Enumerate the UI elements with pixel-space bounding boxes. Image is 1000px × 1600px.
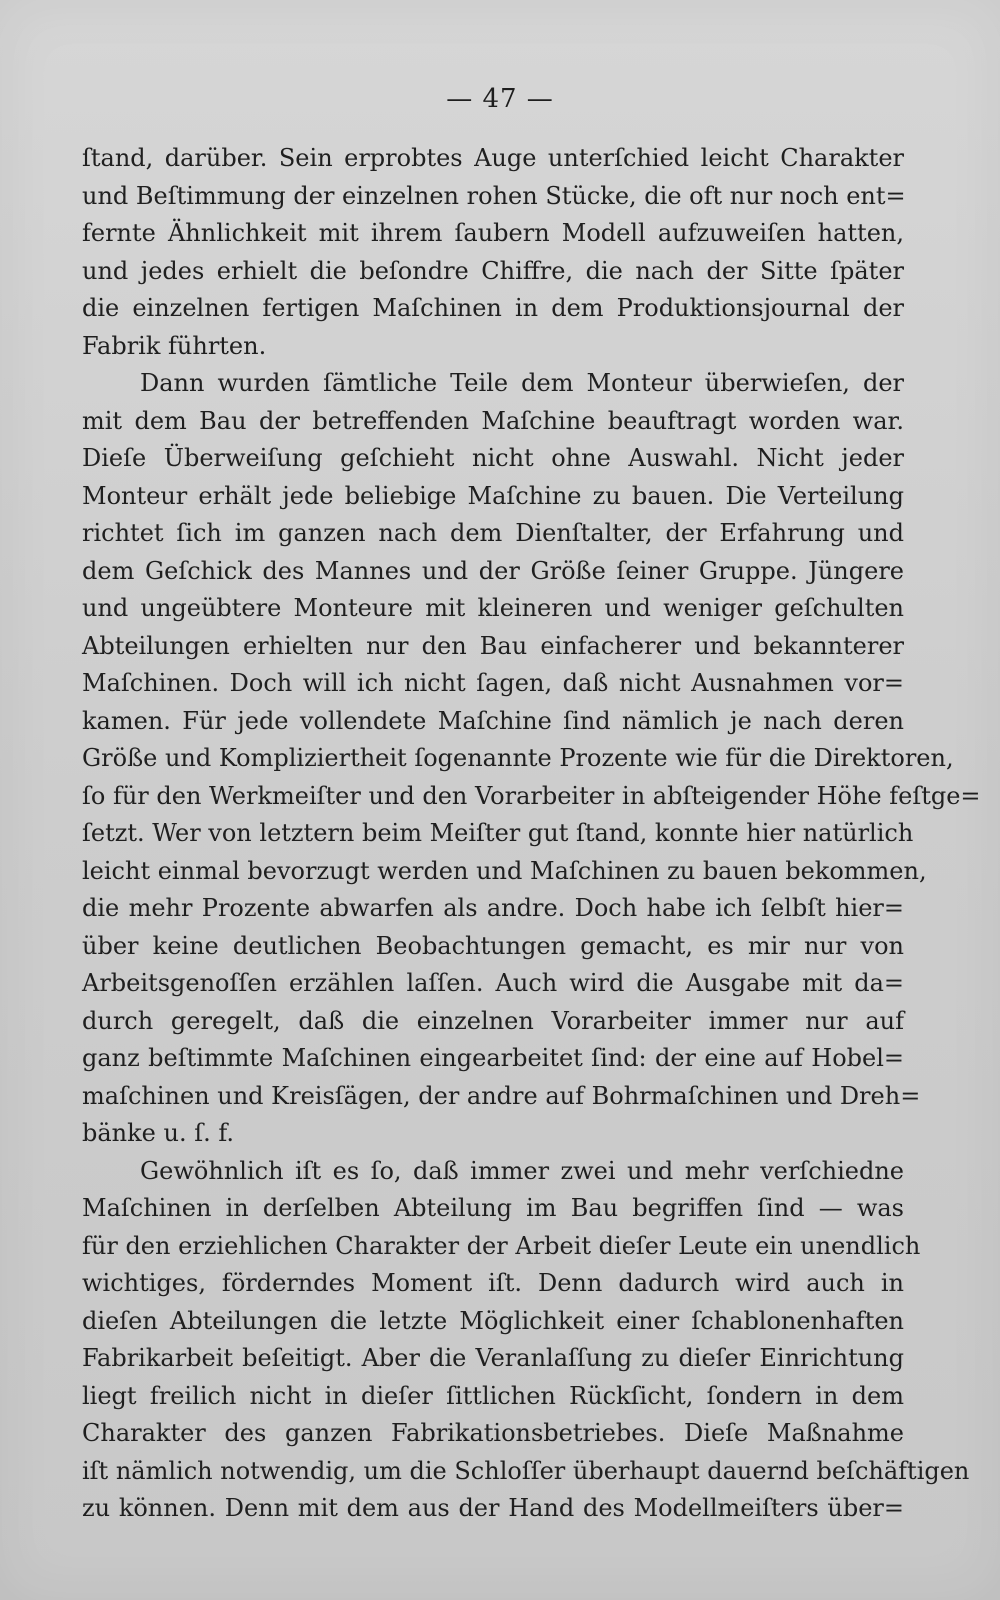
text-line: ſetzt. Wer von letztern beim Meiſter gut ſtand, konnte hier natürlich	[82, 819, 914, 847]
text-line: Arbeitsgenoſſen erzählen laſſen. Auch wird die Ausgabe mit da=	[82, 969, 904, 997]
text-line: für den erziehlichen Charakter der Arbeit dieſer Leute ein unendlich	[82, 1231, 921, 1260]
text-line: dem Geſchick des Mannes und der Größe ſeiner Gruppe. Jüngere	[82, 556, 904, 585]
text-line: über keine deutlichen Beobachtungen gemacht, es mir nur von	[82, 931, 904, 960]
text-line: Fabrik führten.	[82, 331, 267, 360]
text-line: liegt freilich nicht in dieſer ſittlichen Rückſicht, ſondern in dem	[82, 1381, 904, 1410]
text-line: mit dem Bau der betreffenden Maſchine beauftragt worden war.	[82, 406, 904, 435]
text-line: ſtand, darüber. Sein erprobtes Auge unterſchied leicht Charakter	[82, 144, 904, 172]
text-line: Charakter des ganzen Fabrikationsbetriebes. Dieſe Maßnahme	[82, 1419, 904, 1447]
text-line: Gewöhnlich iſt es ſo, daß immer zwei und mehr verſchiedne	[140, 1156, 904, 1185]
text-line: leicht einmal bevorzugt werden und Maſchinen zu bauen bekommen,	[82, 856, 927, 885]
text-line: die einzelnen fertigen Maſchinen in dem Produktionsjournal der	[82, 294, 904, 322]
text-line: fernte Ähnlichkeit mit ihrem ſaubern Modell aufzuweiſen hatten,	[82, 219, 904, 247]
text-line: und Beſtimmung der einzelnen rohen Stücke, die oft nur noch ent=	[82, 181, 906, 210]
text-line: zu können. Denn mit dem aus der Hand des Modellmeiſters über=	[82, 1494, 904, 1522]
text-line: Abteilungen erhielten nur den Bau einfacherer und bekannterer	[82, 631, 904, 660]
text-line: Maſchinen. Doch will ich nicht ſagen, daß nicht Ausnahmen vor=	[82, 669, 904, 697]
page-number: — 47 —	[446, 84, 554, 114]
text-line: Maſchinen in derſelben Abteilung im Bau begriffen ſind — was	[82, 1194, 904, 1222]
text-line: maſchinen und Kreisſägen, der andre auf Bohrmaſchinen und Dreh=	[82, 1081, 921, 1110]
body-text	[82, 140, 981, 1528]
text-line: und ungeübtere Monteure mit kleineren und weniger geſchulten	[82, 594, 904, 622]
text-line: Monteur erhält jede beliebige Maſchine zu bauen. Die Verteilung	[82, 481, 904, 510]
text-line: bänke u. ſ. f.	[82, 1119, 235, 1147]
text-line: die mehr Prozente abwarfen als andre. Doch habe ich ſelbſt hier=	[82, 894, 904, 922]
text-line: kamen. Für jede vollendete Maſchine ſind nämlich je nach deren	[82, 706, 904, 735]
text-line: iſt nämlich notwendig, um die Schloſſer überhaupt dauernd beſchäftigen	[82, 1456, 970, 1485]
text-line: dieſen Abteilungen die letzte Möglichkeit einer ſchablonenhaften	[82, 1306, 904, 1335]
text-line: richtet ſich im ganzen nach dem Dienſtalter, der Erfahrung und	[82, 519, 904, 547]
text-line: Fabrikarbeit beſeitigt. Aber die Veranlaſſung zu dieſer Einrichtung	[82, 1344, 904, 1372]
text-line: Größe und Kompliziertheit ſogenannte Prozente wie für die Direktoren,	[82, 744, 954, 772]
text-line: wichtiges, förderndes Moment iſt. Denn dadurch wird auch in	[82, 1269, 904, 1297]
text-line: ſo für den Werkmeiſter und den Vorarbeiter in abſteigender Höhe feſtge=	[82, 781, 981, 810]
text-line: Dann wurden ſämtliche Teile dem Monteur überwieſen, der	[140, 369, 904, 397]
text-line: und jedes erhielt die beſondre Chiffre, die nach der Sitte ſpäter	[82, 256, 904, 285]
text-line: Dieſe Überweiſung geſchieht nicht ohne Auswahl. Nicht jeder	[82, 444, 904, 472]
text-line: ganz beſtimmte Maſchinen eingearbeitet ſind: der eine auf Hobel=	[82, 1044, 904, 1072]
text-line: durch geregelt, daß die einzelnen Vorarbeiter immer nur auf	[82, 1006, 904, 1035]
